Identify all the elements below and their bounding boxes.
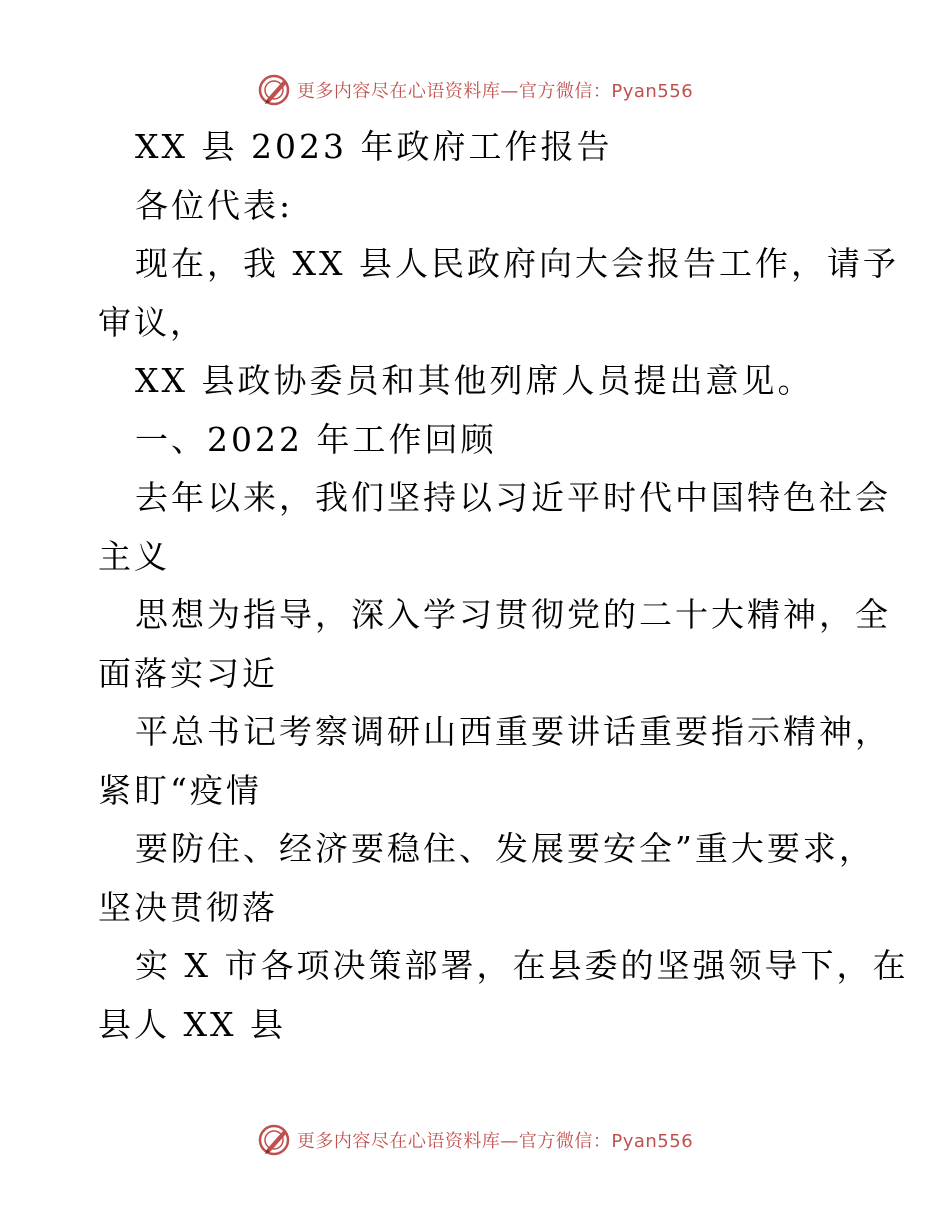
paragraph-line: 审议， xyxy=(98,302,206,342)
paragraph-line: 现在，我 XX 县人民政府向大会报告工作，请予 xyxy=(135,244,899,283)
footer-watermark xyxy=(0,1122,950,1158)
doc-title: XX 县 2023 年政府工作报告 xyxy=(135,127,613,166)
paragraph-line: 要防住、经济要稳住、发展要安全”重大要求， xyxy=(135,829,875,868)
paragraph-line: 坚决贯彻落 xyxy=(98,887,278,927)
paragraph-line: 县人 XX 县 xyxy=(98,1004,286,1044)
header-watermark xyxy=(0,72,950,108)
paragraph-line: 面落实习近 xyxy=(98,653,278,693)
section-heading: 一、2022 年工作回顾 xyxy=(135,419,497,459)
paragraph-line: 紧盯“疫情 xyxy=(98,770,262,810)
watermark-text: 更多内容尽在心语资料库—官方微信：Pyan556 xyxy=(296,81,694,102)
watermark-text: 更多内容尽在心语资料库—官方微信：Pyan556 xyxy=(296,1131,694,1152)
salutation: 各位代表: xyxy=(135,185,294,225)
pen-logo-icon xyxy=(257,73,291,107)
paragraph-line: 去年以来，我们坚持以习近平时代中国特色社会 xyxy=(135,478,891,517)
paragraph-line: 平总书记考察调研山西重要讲话重要指示精神， xyxy=(135,712,891,751)
paragraph-line: 主义 xyxy=(98,536,170,576)
pen-logo-icon xyxy=(257,1123,291,1157)
paragraph-line: 思想为指导，深入学习贯彻党的二十大精神，全 xyxy=(135,595,891,634)
document-body xyxy=(98,118,909,1054)
paragraph-line: 实 X 市各项决策部署，在县委的坚强领导下，在 xyxy=(135,946,909,985)
paragraph-line: XX 县政协委员和其他列席人员提出意见。 xyxy=(135,361,814,400)
